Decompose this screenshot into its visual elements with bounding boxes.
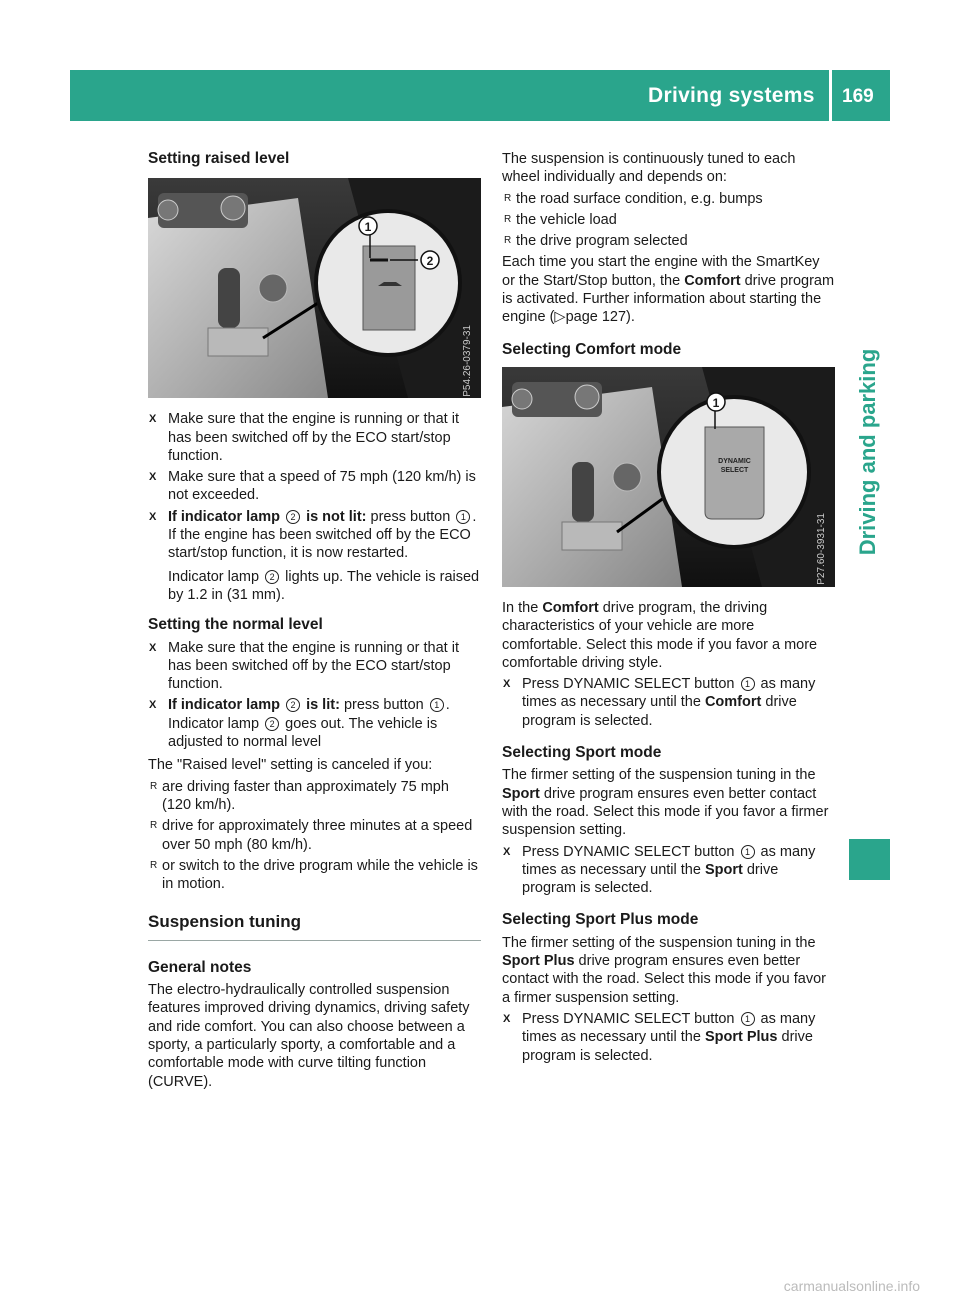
comfort-description: In the Comfort drive program, the driving characteristics of your vehicle are more comfortable. Select this mode if you favor a more comfortable driving style.: [502, 599, 818, 671]
header-divider: [829, 70, 832, 121]
callout-ref: 2: [286, 698, 300, 712]
page-ref-arrow-icon: ▷: [554, 309, 566, 326]
callout-2: 2: [426, 254, 434, 269]
step-select-comfort: X Press DYNAMIC SELECT button 1 as many times as necessary until the Comfort drive program is selected.: [503, 676, 816, 729]
sport-description: The firmer setting of the suspension tuning in the Sport drive program ensures even better contact with the road. Select this mode if you favor a firmer suspension setting.: [502, 767, 829, 839]
right-column: [502, 150, 836, 1068]
figure-code: P54.26-0379-31: [461, 324, 473, 397]
page-reference-link[interactable]: page 127).: [565, 309, 635, 326]
callout-ref: 1: [741, 1012, 755, 1026]
figure-raised-level: [148, 178, 481, 398]
list-item: R the road surface condition, e.g. bumps: [504, 190, 763, 207]
footer-watermark: carmanualsonline.info: [783, 1278, 920, 1294]
heading-sport-mode: Selecting Sport mode: [502, 744, 662, 762]
callout-ref: 1: [430, 698, 444, 712]
callout-1: 1: [712, 395, 720, 410]
heading-general-notes: General notes: [148, 958, 252, 976]
step-engine-running: X Make sure that the engine is running or that it has been switched off by the ECO start/stop function.: [149, 411, 459, 464]
page-number: 169: [842, 86, 874, 107]
dynamic-select-button: DYNAMIC SELECT: [718, 457, 751, 474]
step-select-sport: X Press DYNAMIC SELECT button 1 as many times as necessary until the Sport drive program is selected.: [503, 843, 816, 897]
list-item: R or switch to the drive program while the vehicle is in motion.: [150, 857, 478, 893]
list-item: R are driving faster than approximately 75 mph (120 km/h).: [150, 778, 449, 813]
callout-ref: 1: [456, 510, 470, 524]
step-normal-engine: X Make sure that the engine is running or that it has been switched off by the ECO start/stop function.: [149, 639, 459, 693]
suspension-intro: The suspension is continuously tuned to each wheel individually and depends on:: [502, 151, 796, 186]
step-speed-limit: X Make sure that a speed of 75 mph (120 km/h) is not exceeded.: [149, 469, 476, 504]
general-notes-text: The electro-hydraulically controlled suspension features improved driving dynamics, driving safety and ride comfort. You can also choose between a sporty, a particularly sporty, a comfortable and a comfortable mode with curve tilting function (CURVE).: [148, 982, 470, 1090]
step-select-sport-plus: X Press DYNAMIC SELECT button 1 as many times as necessary until the Sport Plus drive program is selected.: [503, 1010, 816, 1064]
callout-ref: 1: [741, 677, 755, 691]
list-item: R drive for approximately three minutes at a speed over 50 mph (80 km/h).: [150, 818, 473, 853]
step-lamp-lit: X If indicator lamp 2 is lit: press button 1 . Indicator lamp 2 goes out. The vehicle is adjusted to normal level: [149, 697, 450, 751]
callout-ref: 1: [741, 845, 755, 859]
heading-suspension-tuning: Suspension tuning: [148, 913, 481, 940]
heading-raised-level: Setting raised level: [148, 150, 290, 167]
list-item: R the drive program selected: [504, 233, 688, 250]
side-tab-label: Driving and parking: [855, 348, 880, 556]
sport-plus-description: The firmer setting of the suspension tuning in the Sport Plus drive program ensures even better contact with the road. Select this mode if you favor a firmer suspension setting.: [502, 934, 826, 1006]
engine-start-note: Each time you start the engine with the SmartKey or the Start/Stop button, the Comfort drive program is activated. Further information about starting the engine (▷page 127).: [502, 254, 835, 326]
section-title: Driving systems: [648, 84, 815, 107]
heading-sport-plus-mode: Selecting Sport Plus mode: [502, 911, 699, 929]
callout-ref: 2: [265, 570, 279, 584]
left-column: [148, 150, 481, 1091]
list-item: R the vehicle load: [504, 211, 617, 228]
heading-comfort-mode: Selecting Comfort mode: [502, 340, 682, 358]
cancel-intro: The "Raised level" setting is canceled if you:: [148, 757, 433, 774]
figure-dynamic-select: [502, 367, 835, 587]
step-result: Indicator lamp 2 lights up. The vehicle is raised by 1.2 in (31 mm).: [168, 568, 480, 603]
console-illustration: [148, 178, 481, 398]
callout-ref: 2: [265, 717, 279, 731]
heading-normal-level: Setting the normal level: [148, 616, 323, 634]
callout-ref: 2: [286, 510, 300, 524]
console-illustration: [502, 367, 835, 587]
figure-code: P27.60-3931-31: [815, 513, 827, 585]
side-tab-marker: [849, 839, 890, 880]
step-lamp-not-lit: X If indicator lamp 2 is not lit: press button 1 . If the engine has been switched off by the ECO start/stop function, it is now restarted. Indicator lamp 2 lights up. The vehicle is raised by 1.2 in (31 mm).: [149, 508, 480, 603]
callout-1: 1: [364, 220, 372, 235]
